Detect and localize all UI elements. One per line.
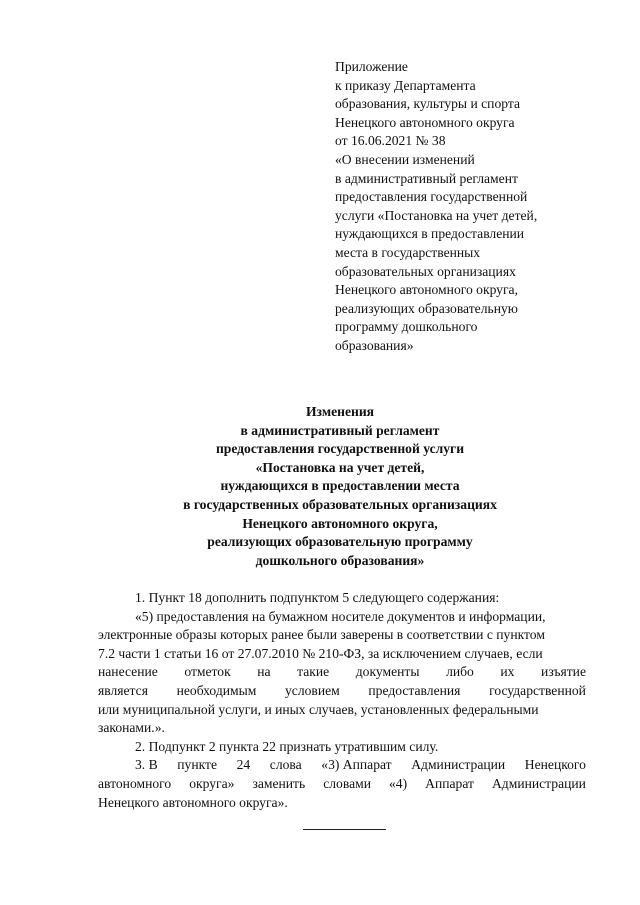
title-line: предоставления государственной услуги xyxy=(215,441,465,457)
word: необходимым xyxy=(176,682,257,698)
word: является xyxy=(98,682,148,698)
title-line: реализующих образовательную программу xyxy=(207,534,473,550)
word: государственной xyxy=(489,682,586,698)
word: «4) xyxy=(389,775,408,791)
appendix-line: нуждающихся в предоставлении xyxy=(335,226,525,242)
appendix-line: в административный регламент xyxy=(335,170,518,186)
item-3-line xyxy=(98,775,586,794)
word: нанесение xyxy=(98,664,158,680)
appendix-line: Ненецкого автономного округа xyxy=(335,114,515,130)
appendix-line: Приложение xyxy=(335,59,408,74)
word: на xyxy=(257,664,271,680)
appendix-line: предоставления государственной xyxy=(335,189,528,205)
item-1-quote-line xyxy=(98,663,586,682)
word: Администрации xyxy=(411,757,506,773)
appendix-line: образовательных организациях xyxy=(335,263,516,279)
appendix-line: образования, культуры и спорта xyxy=(335,96,521,112)
appendix-line: реализующих образовательную xyxy=(335,300,518,316)
word: пункте xyxy=(177,757,218,773)
word: изъятие xyxy=(541,664,586,680)
word: округа» xyxy=(189,775,235,791)
document-body xyxy=(98,589,586,812)
word: словами xyxy=(323,775,371,791)
appendix-block xyxy=(335,58,615,356)
word: либо xyxy=(446,664,474,680)
appendix-line: «О внесении изменений xyxy=(335,151,475,167)
item-1-quote-line xyxy=(98,682,586,701)
title-line: Изменения xyxy=(305,404,375,419)
end-separator-line xyxy=(303,829,386,830)
item-3-line: Ненецкого автономного округа». xyxy=(98,794,288,810)
appendix-line: места в государственных xyxy=(335,244,481,260)
item-1-intro: 1. Пункт 18 дополнить подпунктом 5 следующего содержания: xyxy=(135,590,500,605)
word: Администрации xyxy=(491,775,586,791)
word: слова xyxy=(269,757,302,773)
word: автономного xyxy=(98,775,172,791)
title-line: «Постановка на учет детей, xyxy=(255,459,425,475)
item-3-line xyxy=(98,756,586,775)
word: условием xyxy=(285,682,340,698)
item-1-quote-line: или муниципальной услуги, и иных случаев, установленных федеральными xyxy=(98,701,539,717)
word: заменить xyxy=(252,775,306,791)
word: «3) Аппарат xyxy=(321,757,392,773)
appendix-line: услуги «Постановка на учет детей, xyxy=(335,207,538,223)
appendix-line: образования» xyxy=(335,337,414,353)
title-line: в государственных образовательных организациях xyxy=(183,496,497,512)
item-2: 2. Подпункт 2 пункта 22 признать утратившим силу. xyxy=(135,738,439,754)
word: Ненецкого xyxy=(524,757,586,773)
word: документы xyxy=(355,664,420,680)
word: такие xyxy=(297,664,330,680)
word: предоставления xyxy=(368,682,461,698)
appendix-line: к приказу Департамента xyxy=(335,77,476,93)
item-1-quote-line: законами.». xyxy=(98,720,165,736)
appendix-line: программу дошкольного xyxy=(335,319,478,335)
title-line: нуждающихся в предоставлении места xyxy=(220,478,460,494)
word: отметок xyxy=(184,664,231,680)
title-line: Ненецкого автономного округа, xyxy=(242,515,438,531)
appendix-line: Ненецкого автономного округа, xyxy=(335,282,518,298)
title-line: в административный регламент xyxy=(240,422,440,438)
appendix-line: от 16.06.2021 № 38 xyxy=(335,133,446,149)
title-line: дошкольного образования» xyxy=(255,552,425,568)
word: 3. В xyxy=(135,757,158,773)
document-title xyxy=(60,403,620,570)
word: их xyxy=(500,664,515,680)
word: 24 xyxy=(236,757,251,773)
item-1-quote-line: 7.2 части 1 статьи 16 от 27.07.2010 № 210-ФЗ, за исключением случаев, если xyxy=(98,645,543,661)
item-1-quote-line: «5) предоставления на бумажном носителе документов и информации, xyxy=(135,608,546,624)
item-1-quote-line: электронные образы которых ранее были заверены в соответствии с пунктом xyxy=(98,627,545,643)
word: Аппарат xyxy=(425,775,474,791)
